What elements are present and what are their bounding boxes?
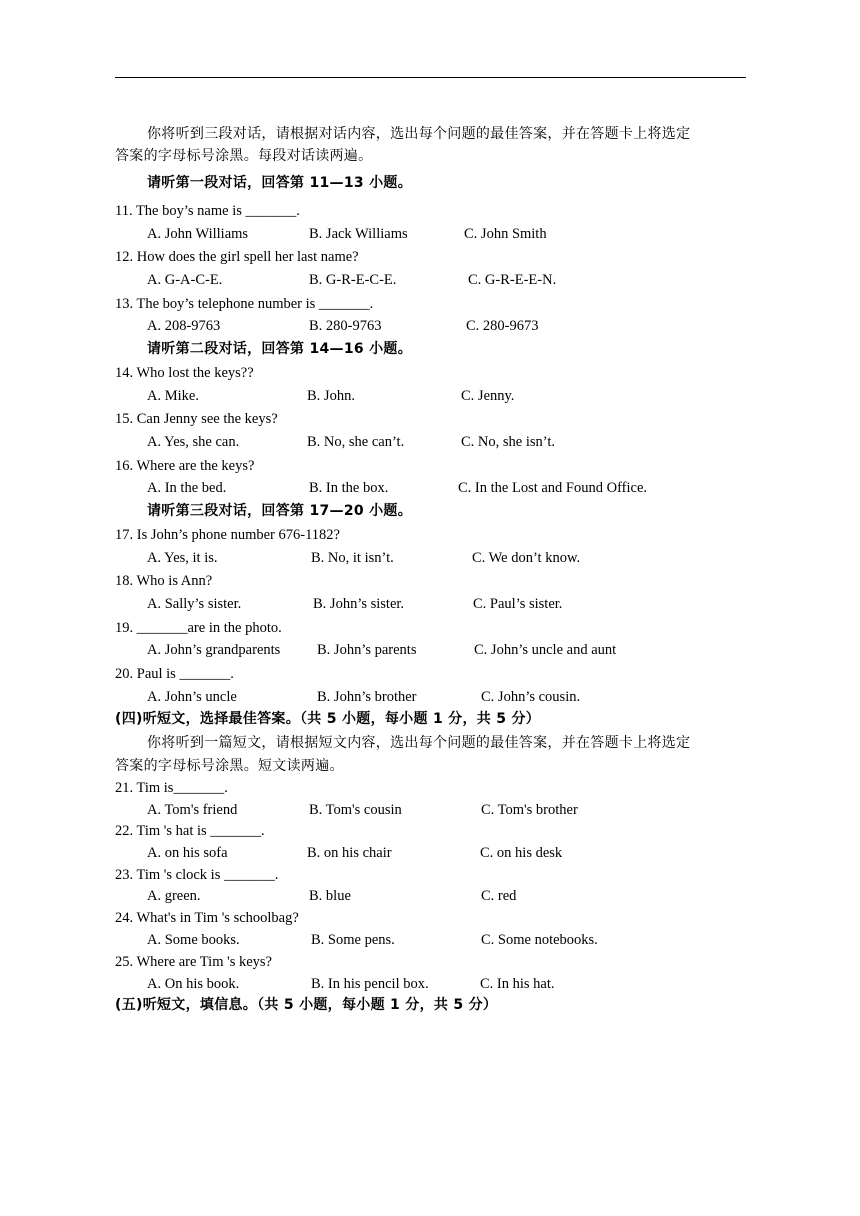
q24-option-a: A. Some books. [147, 932, 240, 948]
q22-option-b: B. on his chair [307, 845, 392, 861]
question-19: 19. _______are in the photo. [115, 620, 282, 636]
q17-option-b: B. No, it isn’t. [311, 550, 394, 566]
q20-option-c: C. John’s cousin. [481, 689, 581, 705]
question-20: 20. Paul is _______. [115, 666, 234, 682]
q15-option-a: A. Yes, she can. [147, 434, 240, 450]
question-11: 11. The boy’s name is _______. [115, 203, 300, 219]
q16-option-c: C. In the Lost and Found Office. [458, 480, 648, 496]
instructions-line-2: 答案的字母标号涂黑。每段对话读两遍。 [115, 148, 373, 164]
question-23: 23. Tim 's clock is _______. [115, 867, 279, 883]
dialog-3-header: 请听第三段对话，回答第 17—20 小题。 [147, 503, 413, 519]
instructions-line-1: 你将听到三段对话，请根据对话内容，选出每个问题的最佳答案，并在答题卡上将选定 [147, 126, 691, 142]
q23-option-c: C. red [481, 888, 517, 904]
question-15: 15. Can Jenny see the keys? [115, 411, 278, 427]
q11-option-b: B. Jack Williams [309, 226, 408, 242]
q18-option-c: C. Paul’s sister. [473, 596, 563, 612]
section-4-instructions-1: 你将听到一篇短文，请根据短文内容，选出每个问题的最佳答案，并在答题卡上将选定 [147, 735, 691, 751]
q18-option-a: A. Sally’s sister. [147, 596, 242, 612]
question-25: 25. Where are Tim 's keys? [115, 954, 272, 970]
q14-option-b: B. John. [307, 388, 355, 404]
q13-option-a: A. 208-9763 [147, 318, 221, 334]
q15-option-b: B. No, she can’t. [307, 434, 405, 450]
q23-option-b: B. blue [309, 888, 351, 904]
question-24: 24. What's in Tim 's schoolbag? [115, 910, 299, 926]
q24-option-b: B. Some pens. [311, 932, 395, 948]
q18-option-b: B. John’s sister. [313, 596, 405, 612]
q21-option-c: C. Tom's brother [481, 802, 578, 818]
q22-option-a: A. on his sofa [147, 845, 228, 861]
question-16: 16. Where are the keys? [115, 458, 255, 474]
question-12: 12. How does the girl spell her last name? [115, 249, 359, 265]
q22-option-c: C. on his desk [480, 845, 563, 861]
q16-option-a: A. In the bed. [147, 480, 227, 496]
q20-option-b: B. John’s brother [317, 689, 417, 705]
question-18: 18. Who is Ann? [115, 573, 213, 589]
section-4-instructions-2: 答案的字母标号涂黑。短文读两遍。 [115, 758, 344, 774]
q24-option-c: C. Some notebooks. [481, 932, 598, 948]
q23-option-a: A. green. [147, 888, 201, 904]
q20-option-a: A. John’s uncle [147, 689, 237, 705]
question-21: 21. Tim is_______. [115, 780, 228, 796]
q12-option-c: C. G-R-E-E-N. [468, 272, 557, 288]
q12-option-b: B. G-R-E-C-E. [309, 272, 397, 288]
q17-option-a: A. Yes, it is. [147, 550, 218, 566]
q25-option-b: B. In his pencil box. [311, 976, 429, 992]
q25-option-c: C. In his hat. [480, 976, 555, 992]
question-14: 14. Who lost the keys?? [115, 365, 254, 381]
q13-option-c: C. 280-9673 [466, 318, 539, 334]
q11-option-a: A. John Williams [147, 226, 249, 242]
q15-option-c: C. No, she isn’t. [461, 434, 555, 450]
section-5-title: (五)听短文，填信息。（共 5 小题，每小题 1 分，共 5 分） [115, 997, 498, 1013]
q19-option-a: A. John’s grandparents [147, 642, 281, 658]
q17-option-c: C. We don’t know. [472, 550, 581, 566]
question-13: 13. The boy’s telephone number is _______. [115, 296, 374, 312]
q14-option-a: A. Mike. [147, 388, 199, 404]
q13-option-b: B. 280-9763 [309, 318, 382, 334]
q21-option-a: A. Tom's friend [147, 802, 238, 818]
q12-option-a: A. G-A-C-E. [147, 272, 223, 288]
dialog-1-header: 请听第一段对话，回答第 11—13 小题。 [147, 175, 413, 191]
q14-option-c: C. Jenny. [461, 388, 515, 404]
q11-option-c: C. John Smith [464, 226, 547, 242]
header-rule [115, 77, 746, 78]
q25-option-a: A. On his book. [147, 976, 240, 992]
q16-option-b: B. In the box. [309, 480, 389, 496]
q19-option-c: C. John’s uncle and aunt [474, 642, 617, 658]
dialog-2-header: 请听第二段对话，回答第 14—16 小题。 [147, 341, 413, 357]
q19-option-b: B. John’s parents [317, 642, 417, 658]
question-22: 22. Tim 's hat is _______. [115, 823, 265, 839]
q21-option-b: B. Tom's cousin [309, 802, 402, 818]
section-4-title: (四)听短文，选择最佳答案。（共 5 小题，每小题 1 分，共 5 分） [115, 711, 541, 727]
question-17: 17. Is John’s phone number 676-1182? [115, 527, 340, 543]
